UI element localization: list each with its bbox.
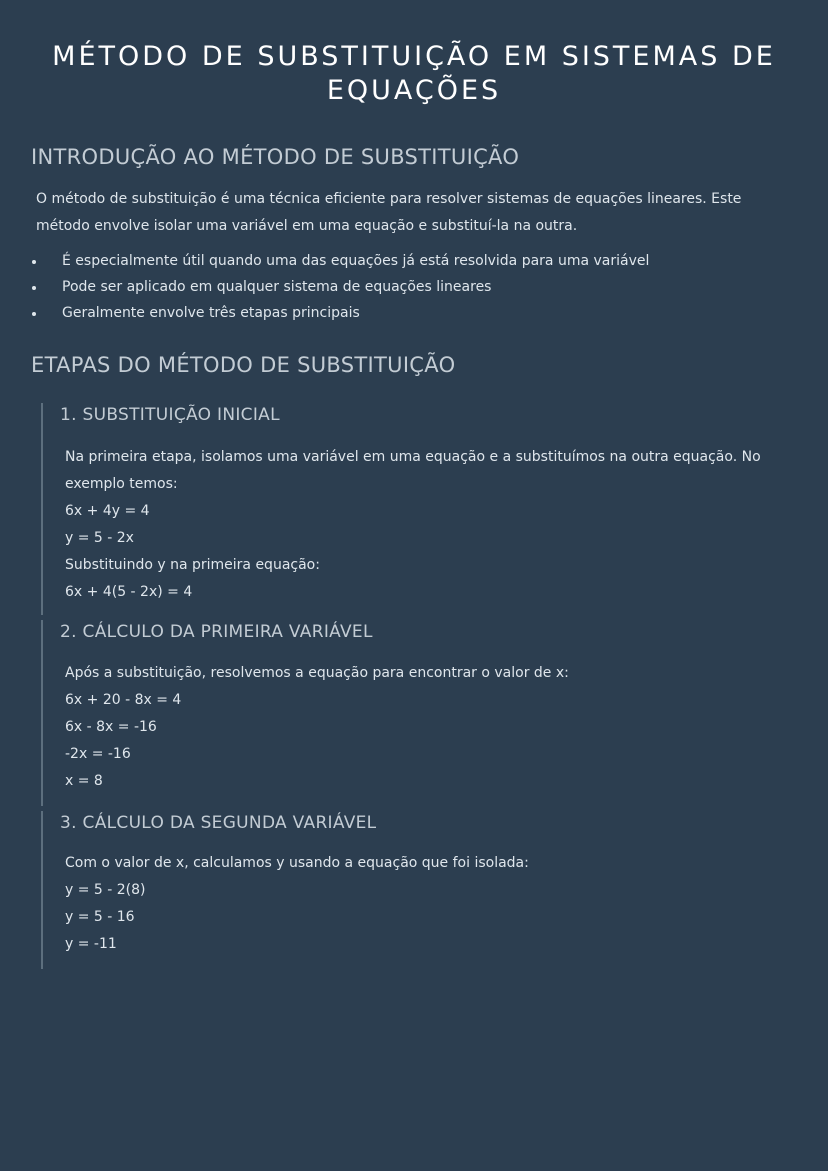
- equation-line: 6x + 4y = 4: [65, 503, 150, 519]
- equation-line: x = 8: [65, 773, 103, 789]
- step-title: 1. SUBSTITUIÇÃO INICIAL: [60, 405, 280, 425]
- bullet-icon: [32, 286, 36, 290]
- equation-line: 6x - 8x = -16: [65, 719, 157, 735]
- step-2-block: [41, 620, 801, 806]
- step-text: Após a substituição, resolvemos a equação para encontrar o valor de x:: [65, 665, 569, 681]
- equation-line: 6x + 4(5 - 2x) = 4: [65, 584, 193, 600]
- step-title: 3. CÁLCULO DA SEGUNDA VARIÁVEL: [60, 813, 377, 833]
- bullet-text: Pode ser aplicado em qualquer sistema de equações lineares: [62, 279, 492, 295]
- step-1-block: [41, 403, 801, 615]
- equation-line: -2x = -16: [65, 746, 131, 762]
- equation-line: y = 5 - 2(8): [65, 882, 146, 898]
- equation-line: y = 5 - 16: [65, 909, 135, 925]
- bullet-icon: [32, 260, 36, 264]
- list-item: [30, 248, 790, 274]
- bullet-text: É especialmente útil quando uma das equações já está resolvida para uma variável: [62, 253, 650, 269]
- bullet-text: Geralmente envolve três etapas principais: [62, 305, 360, 321]
- list-item: [30, 300, 790, 326]
- step-title: 2. CÁLCULO DA PRIMEIRA VARIÁVEL: [60, 622, 373, 642]
- step-text: Na primeira etapa, isolamos uma variável em uma equação e a substituímos na outra equação. No exemplo temos:: [65, 449, 761, 492]
- steps-heading: ETAPAS DO MÉTODO DE SUBSTITUIÇÃO: [31, 353, 456, 377]
- intro-heading: INTRODUÇÃO AO MÉTODO DE SUBSTITUIÇÃO: [31, 145, 520, 169]
- equation-line: y = 5 - 2x: [65, 530, 134, 546]
- page-title: MÉTODO DE SUBSTITUIÇÃO EM SISTEMAS DE EQUAÇÕES: [52, 41, 776, 106]
- step-3-block: [41, 811, 801, 969]
- equation-line: 6x + 20 - 8x = 4: [65, 692, 182, 708]
- bullet-icon: [32, 312, 36, 316]
- equation-line: Substituindo y na primeira equação:: [65, 557, 320, 573]
- step-text: Com o valor de x, calculamos y usando a equação que foi isolada:: [65, 855, 529, 871]
- intro-paragraph: O método de substituição é uma técnica eficiente para resolver sistemas de equações lineares. Este método envolve isolar uma variável em uma equação e substituí-la na outra.: [36, 191, 742, 234]
- equation-line: y = -11: [65, 936, 117, 952]
- list-item: [30, 274, 790, 300]
- intro-bullet-list: [30, 248, 790, 326]
